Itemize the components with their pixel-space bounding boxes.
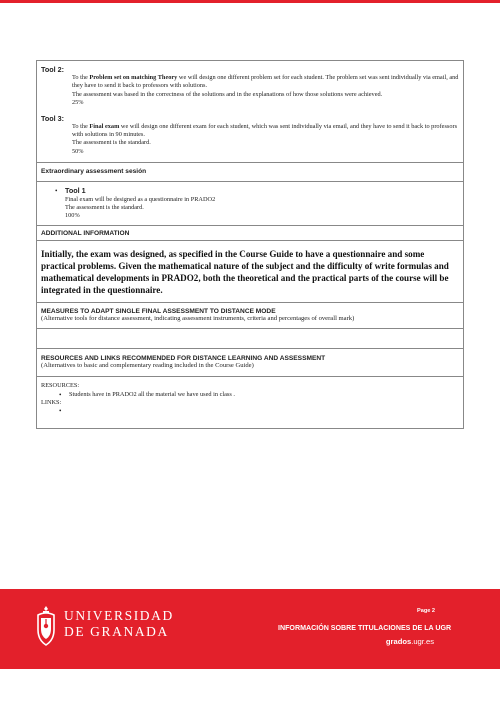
resources-label: RESOURCES:	[41, 382, 80, 390]
additional-body-row	[37, 241, 463, 303]
assessment-table	[36, 60, 464, 429]
tool3-label: Tool 3:	[41, 113, 65, 123]
measures-heading: MEASURES TO ADAPT SINGLE FINAL ASSESSMENT TO DISTANCE MODE	[41, 307, 276, 315]
measures-subtitle: (Alternative tools for distance assessment, indicating assessment instruments, criteria and percentages of overall mark)	[41, 314, 355, 322]
extraordinary-body-row	[37, 182, 463, 226]
links-item	[41, 407, 459, 415]
additional-heading-row	[37, 226, 463, 241]
page-number: Page 2	[417, 608, 436, 614]
resources-subtitle: (Alternatives to basic and complementary reading included in the Course Guide)	[41, 361, 254, 369]
additional-heading: ADDITIONAL INFORMATION	[41, 229, 130, 237]
tool3-emphasis: Final exam	[89, 122, 120, 130]
footer-info-title: INFORMACIÓN SOBRE TITULACIONES DE LA UGR	[278, 624, 452, 632]
tool2-weight: 25%	[72, 99, 84, 107]
tool2-label: Tool 2:	[41, 65, 65, 74]
tool3-criteria: The assessment is the standard.	[72, 139, 151, 147]
extraordinary-line2: The assessment is the standard.	[65, 204, 144, 212]
extraordinary-tool-label: Tool 1	[65, 186, 86, 196]
footer-banner	[0, 589, 500, 669]
resources-heading-row	[37, 349, 463, 377]
extraordinary-tool-details	[55, 196, 459, 221]
tool2-criteria: The assessment was based in the correctness of the solutions and in the explanations of how those solutions were achieved.	[72, 90, 383, 98]
footer-website-link[interactable]: grados.ugr.es	[385, 637, 434, 646]
extraordinary-heading: Extraordinary assessment sesión	[41, 168, 147, 176]
extraordinary-line1: Final exam will be designed as a questionnaire in PRADO2	[65, 195, 216, 203]
resources-body-row	[37, 377, 463, 427]
measures-empty-row	[37, 329, 463, 349]
links-label: LINKS:	[41, 398, 62, 406]
tool3-description: To the Final exam we will design one different exam for each student, which was sent individually via email, and they have to send it back to professors with solutions in 90 minutes. The assessment is the standard. 50%	[72, 122, 458, 155]
bullet-icon: •	[55, 187, 58, 196]
resources-heading: RESOURCES AND LINKS RECOMMENDED FOR DISTANCE LEARNING AND ASSESSMENT	[41, 354, 326, 362]
tools-section	[37, 61, 463, 163]
university-name-line1: UNIVERSIDAD	[64, 608, 174, 623]
tool2-description: To the Problem set on matching Theory we will design one different problem set for each student. The problem set was sent individually via email, and they have to send it back to professors with solutions. The assessment was based in the correctness of the solutions and in the explanations of how those solutions were achieved. 25%	[72, 74, 459, 107]
university-name-line2: DE GRANADA	[64, 624, 169, 639]
extraordinary-heading-row	[37, 163, 463, 182]
tool2-emphasis: Problem set on matching Theory	[89, 74, 178, 81]
resources-item	[41, 391, 459, 399]
extraordinary-weight: 100%	[65, 212, 80, 220]
bullet-icon: •	[59, 390, 62, 399]
additional-text: Initially, the exam was designed, as specified in the Course Guide to have a questionnaire and some practical problems. Given the mathematical nature of the subject and the difficulty of write formulas and mathematical developments in PRADO2, both the theoretical and the practical parts of the course will be integrated in the questionnaire.	[41, 248, 449, 296]
extraordinary-tool-item	[55, 187, 459, 195]
measures-row	[37, 303, 463, 329]
university-crest-icon	[35, 605, 57, 647]
header-accent-bar	[0, 0, 500, 3]
bullet-icon: •	[59, 407, 62, 416]
tool3-weight: 50%	[72, 147, 84, 155]
resources-item-text: Students have in PRADO2 all the material we have used in class .	[69, 390, 235, 398]
